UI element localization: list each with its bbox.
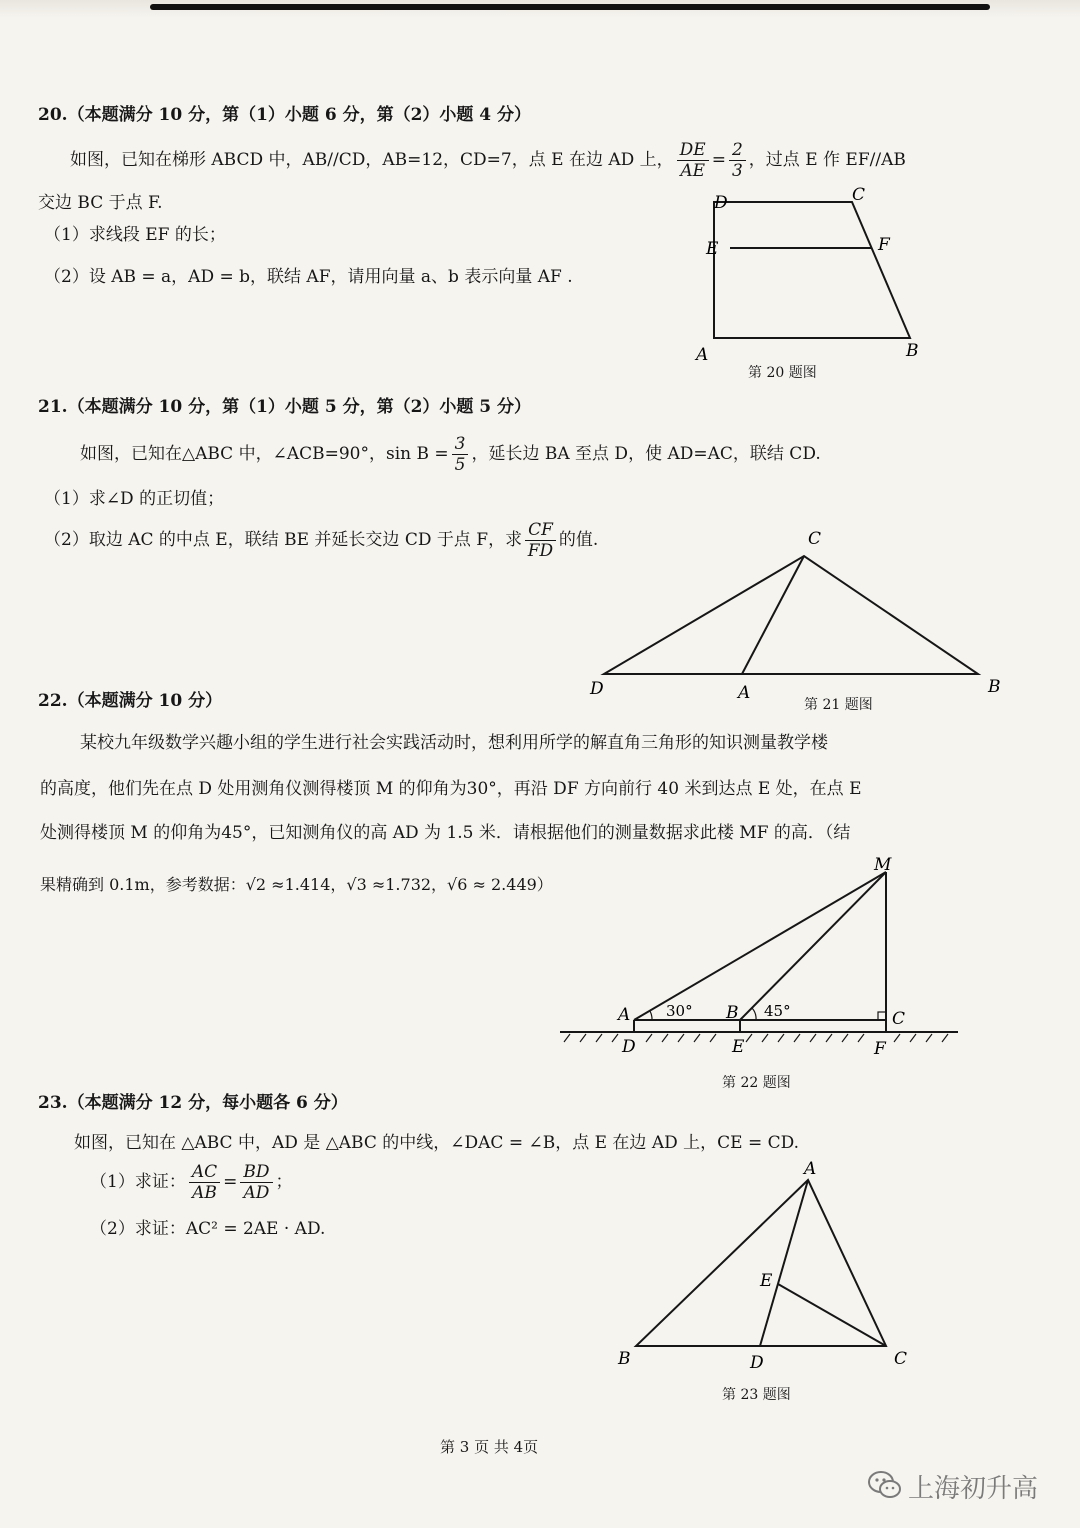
page-footer: 第 3 页 共 4页 (440, 1438, 539, 1456)
segment-ce (778, 1284, 886, 1346)
q21-line1-a: 如图，已知在△ABC 中，∠ACB=90°，sin B = (80, 444, 449, 464)
q22-heading: 22.（本题满分 10 分） (38, 691, 223, 711)
q23-equals: = (223, 1172, 238, 1192)
scan-top-line (150, 4, 990, 10)
q23-line1: 如图，已知在 △ABC 中，AD 是 △ABC 的中线，∠DAC = ∠B，点 E 在边 AD 上，CE = CD. (74, 1133, 800, 1153)
q22-line2: 的高度，他们先在点 D 处用测角仪测得楼顶 M 的仰角为30°，再沿 DF 方向前行 40 米到达点 E 处，在点 E (40, 779, 862, 799)
label-d: D (622, 1037, 636, 1057)
q20-ratio-numerator: DE (677, 140, 709, 161)
right-angle-mark (878, 1012, 886, 1020)
angle-label-45: 45° (764, 1002, 791, 1020)
label-b: B (618, 1349, 631, 1369)
label-a: A (618, 1005, 631, 1025)
q21-part2-b: 的值. (558, 530, 599, 550)
label-e: E (760, 1271, 773, 1291)
label-m: M (874, 855, 892, 875)
q22-line4: 果精确到 0.1m，参考数据：√2 ≈1.414，√3 ≈1.732，√6 ≈ 2.449） (40, 875, 553, 894)
label-b: B (988, 677, 1001, 697)
q23-fraction-right (240, 1162, 272, 1203)
q23-part1-a: （1）求证： (90, 1172, 186, 1192)
q21-ratio-fraction (525, 520, 556, 561)
q20-line1-a: 如图，已知在梯形 ABCD 中，AB//CD，AB=12，CD=7，点 E 在边 AD 上， (70, 150, 674, 170)
q21-sin-denominator: 5 (454, 455, 466, 475)
q21-part2 (44, 520, 598, 561)
q21-ratio-denominator: FD (527, 541, 554, 561)
q22-line1: 某校九年级数学兴趣小组的学生进行社会实践活动时，想利用所学的解直角三角形的知识测量教学楼 (80, 733, 828, 753)
q20-part1: （1）求线段 EF 的长； (44, 225, 226, 245)
q20-caption: 第 20 题图 (748, 365, 817, 381)
label-a: A (804, 1159, 817, 1179)
q20-value-fraction (729, 140, 746, 181)
q21-sin-numerator: 3 (452, 434, 469, 455)
q23-caption: 第 23 题图 (722, 1387, 791, 1403)
q23-part1-end: ； (275, 1172, 293, 1192)
label-b: B (906, 341, 919, 361)
q21-line1 (80, 434, 821, 475)
q20-line1 (70, 140, 906, 181)
wechat-logo-icon (868, 1470, 902, 1500)
q21-caption: 第 21 题图 (804, 697, 873, 713)
q23-part1 (90, 1162, 293, 1203)
label-d: D (590, 679, 604, 699)
triangle-abc (636, 1180, 886, 1346)
q23-triangle-figure (610, 1150, 920, 1380)
q20-value-denominator: 3 (731, 161, 743, 181)
label-a: A (696, 345, 709, 365)
q20-equals: = (711, 150, 726, 170)
label-d: D (750, 1353, 764, 1373)
q20-ratio-denominator: AE (680, 161, 706, 181)
q20-part2: （2）设 AB = a，AD = b，联结 AF，请用向量 a、b 表示向量 AF . (44, 267, 573, 287)
label-b: B (726, 1003, 739, 1023)
median-ad (760, 1180, 808, 1346)
q21-heading: 21.（本题满分 10 分，第（1）小题 5 分，第（2）小题 5 分） (38, 397, 532, 417)
q21-sin-fraction (452, 434, 469, 475)
q23-part2: （2）求证：AC² = 2AE · AD. (90, 1219, 326, 1239)
watermark-text: 上海初升高 (908, 1474, 1039, 1504)
q20-line1-b: ，过点 E 作 EF//AB (748, 150, 906, 170)
triangle-dcb (604, 556, 978, 674)
label-c: C (894, 1349, 908, 1369)
q20-ratio-fraction (677, 140, 709, 181)
angle-label-30: 30° (666, 1002, 693, 1020)
label-c: C (892, 1009, 906, 1029)
q20-line2: 交边 BC 于点 F. (38, 193, 163, 213)
q22-building-figure (556, 852, 966, 1062)
q23-left-numerator: AC (189, 1162, 220, 1183)
q20-heading: 20.（本题满分 10 分，第（1）小题 6 分，第（2）小题 4 分） (38, 105, 532, 125)
angle-arc-30 (650, 1011, 652, 1020)
angle-arc-45 (752, 1008, 756, 1020)
q20-value-numerator: 2 (729, 140, 746, 161)
q21-part1: （1）求∠D 的正切值； (44, 489, 225, 509)
q23-fraction-left (189, 1162, 220, 1203)
q23-right-denominator: AD (243, 1183, 270, 1203)
q23-left-denominator: AB (192, 1183, 217, 1203)
label-a: A (738, 683, 751, 703)
label-f: F (874, 1039, 886, 1059)
label-e: E (732, 1037, 745, 1057)
trapezoid-abcd (714, 202, 910, 338)
label-c: C (852, 185, 866, 205)
label-f: F (878, 235, 890, 255)
q21-line1-b: ，延长边 BA 至点 D，使 AD=AC，联结 CD. (471, 444, 821, 464)
sight-line-am (634, 872, 886, 1020)
q23-heading: 23.（本题满分 12 分，每小题各 6 分） (38, 1093, 348, 1113)
q23-right-numerator: BD (240, 1162, 272, 1183)
q21-part2-a: （2）取边 AC 的中点 E，联结 BE 并延长交边 CD 于点 F，求 (44, 530, 523, 550)
q21-ratio-numerator: CF (525, 520, 556, 541)
label-d: D (714, 193, 728, 213)
q22-line3: 处测得楼顶 M 的仰角为45°，已知测角仪的高 AD 为 1.5 米．请根据他们的测量数据求此楼 MF 的高．（结 (40, 823, 851, 843)
q21-triangle-figure (580, 520, 1020, 703)
q22-caption: 第 22 题图 (722, 1075, 791, 1091)
label-c: C (808, 529, 822, 549)
q20-trapezoid-figure (680, 180, 940, 370)
label-e: E (706, 239, 719, 259)
